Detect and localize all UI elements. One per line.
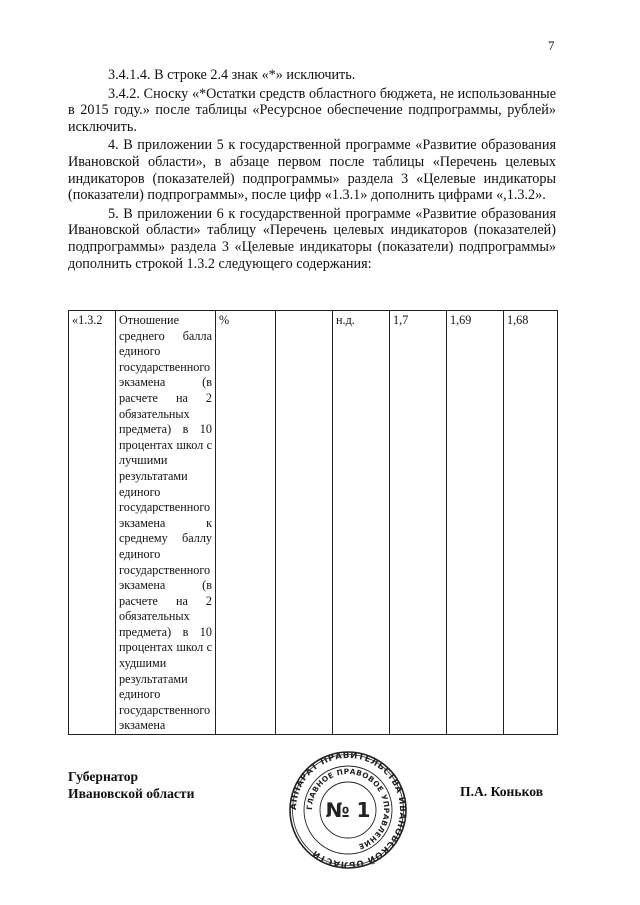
indicator-table-wrapper [68,310,557,735]
empty-cell [276,311,333,735]
value-cell-2: 1,7 [390,311,447,735]
page-number: 7 [548,38,555,53]
indicator-description: Отношение среднего балла единого государственного экзамена (в расчете на 2 обязательных предмета) в 10 процентах школ с лучшими результатами единого государственного экзамена к среднему баллу единого государственного экзамена (в расчете на 2 обязательных предмета) в 10 процентах школ с худшими результатами единого государственного экзамена [119,313,212,733]
svg-text:АППАРАТ ПРАВИТЕЛЬСТВА ИВАНОВСК: АППАРАТ ПРАВИТЕЛЬСТВА ИВАНОВСКОЙ ОБЛАСТИ [288,750,408,870]
official-seal-stamp [288,750,408,870]
signer-title [68,768,194,802]
value-cell-1: н.д. [333,311,390,735]
signer-title-line2: Ивановской области [68,786,195,801]
paragraph-5: 5. В приложении 6 к государственной программе «Развитие образования Ивановской области» таблицу «Перечень целевых индикаторов (показателей) подпрограммы» раздела 3 «Целевые индикаторы (показатели) подпрограммы» дополнить строкой 1.3.2 следующего содержания: [68,205,556,272]
unit-cell: % [216,311,276,735]
indicator-table [68,310,558,735]
svg-text:ГЛАВНОЕ ПРАВОВОЕ УПРАВЛЕНИЕ: ГЛАВНОЕ ПРАВОВОЕ УПРАВЛЕНИЕ [304,766,392,852]
paragraph-3-4-2: 3.4.2. Сноску «*Остатки средств областного бюджета, не использованные в 2015 году.» после таблицы «Ресурсное обеспечение подпрограммы, рублей» исключить. [68,85,556,135]
svg-text:№ 1: № 1 [325,798,371,822]
indicator-description-cell [116,311,216,735]
signer-name: П.А. Коньков [460,784,544,799]
paragraph-4: 4. В приложении 5 к государственной программе «Развитие образования Ивановской области», в абзаце первом после таблицы «Перечень целевых индикаторов (показателей) подпрограммы» раздела 3 «Целевые индикаторы (показатели) подпрограммы», после цифр «1.3.1» дополнить цифрами «,1.3.2». [68,137,556,204]
row-number-cell: «1.3.2 [69,311,116,735]
value-cell-3: 1,69 [447,311,504,735]
value-cell-4: 1,68 [504,311,558,735]
table-row [69,311,558,735]
paragraph-3-4-1-4: 3.4.1.4. В строке 2.4 знак «*» исключить. [108,67,356,83]
document-body [68,67,556,272]
signer-title-line1: Губернатор [68,769,139,784]
